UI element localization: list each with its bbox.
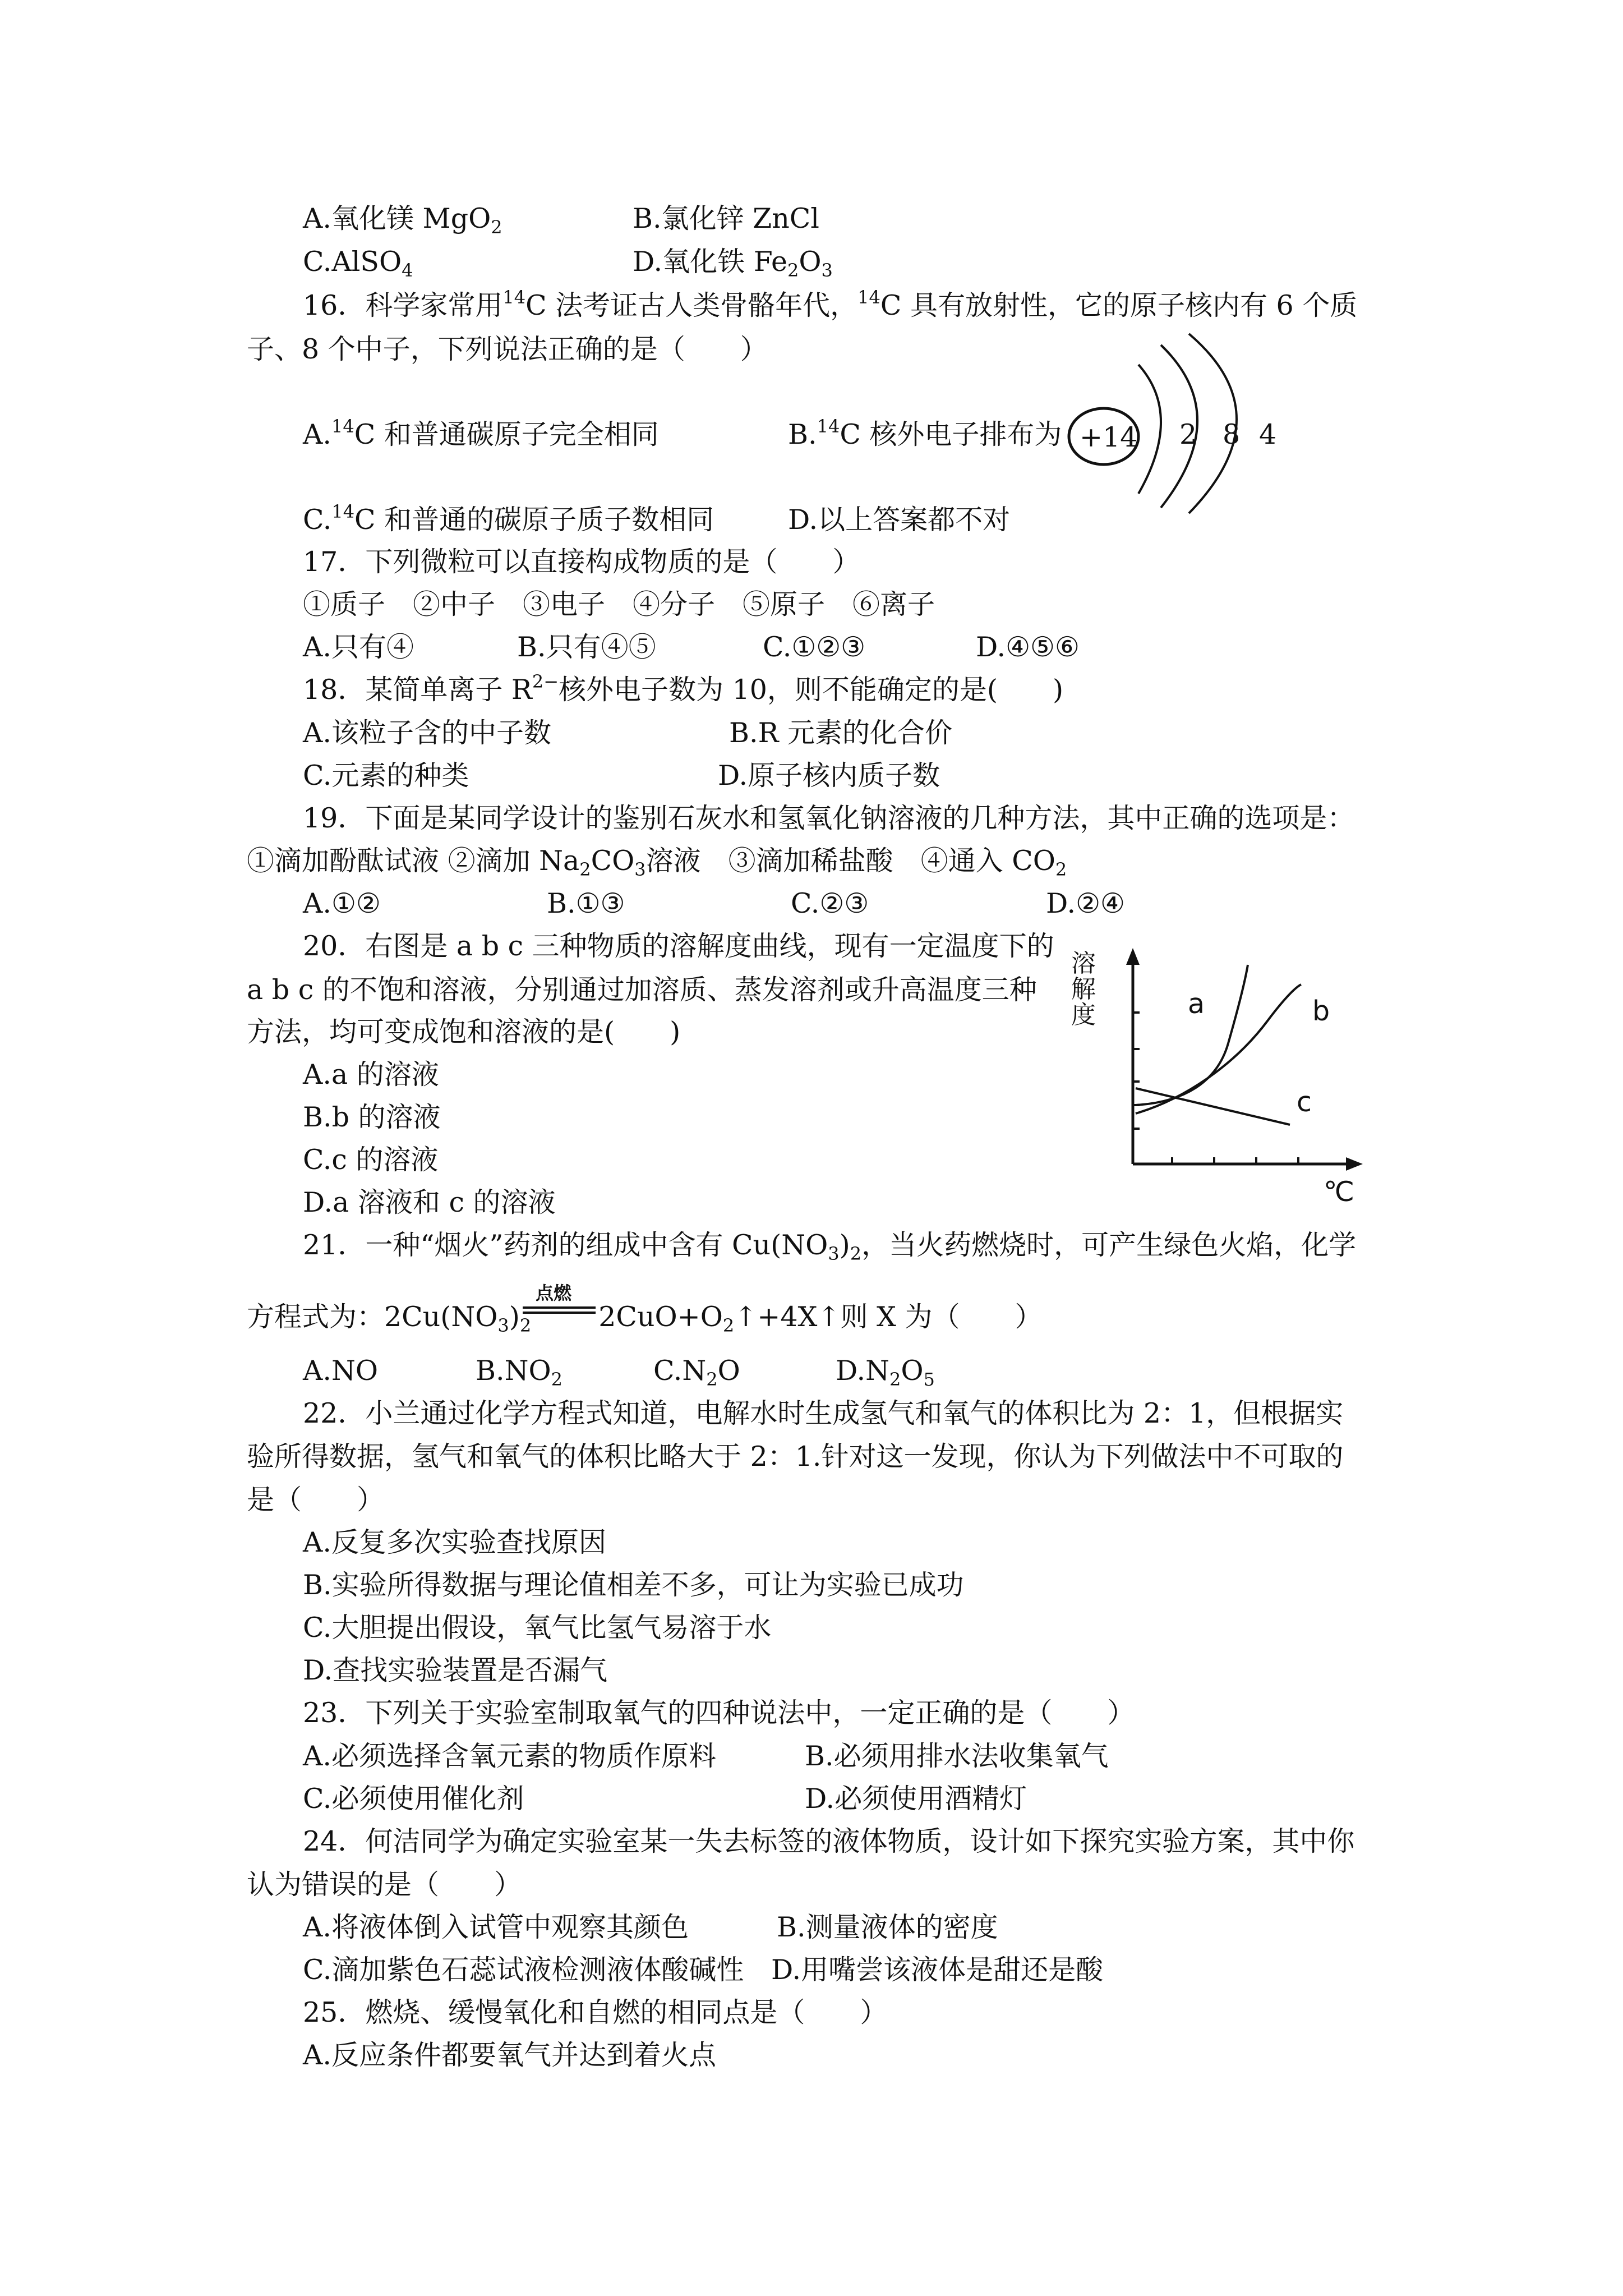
- q16-stem-line1: 16．科学家常用$^{14}$C 法考证古人类骨骼年代，$^{14}$C 具有放射性，它的原子核内有 6 个质: [303, 287, 1358, 321]
- q22-stem-line2: 验所得数据，氢气和氧气的体积比略大于 2：1.针对这一发现，你认为下列做法中不可取的: [247, 1441, 1344, 1473]
- q16-option-d: D.以上答案都不对: [788, 504, 1011, 536]
- reaction-equals-sign: [523, 1305, 596, 1318]
- q20-stem-line1: 20．右图是 a b c 三种物质的溶解度曲线，现有一定温度下的: [303, 930, 1054, 962]
- shell-1-electrons: 2: [1179, 418, 1197, 450]
- q19-option-a: A.①②: [303, 887, 381, 919]
- y-axis-label: 溶解度: [1071, 949, 1096, 1029]
- shell-2-electrons: 8: [1223, 418, 1241, 450]
- q19-option-c: C.②③: [791, 887, 869, 919]
- q21-option-d: $D.N_2O_5$: [836, 1355, 935, 1390]
- q16-option-b: B.$^{14}$C 核外电子排布为: [788, 416, 1062, 450]
- q19-stem: 19．下面是某同学设计的鉴别石灰水和氢氧化钠溶液的几种方法，其中正确的选项是：: [303, 802, 1355, 834]
- series-label-a: a: [1188, 988, 1205, 1020]
- q19-option-d: D.②④: [1046, 887, 1125, 919]
- q16-option-c: C.$^{14}$C 和普通的碳原子质子数相同: [303, 501, 714, 536]
- q20-option-a: A.a 的溶液: [303, 1059, 439, 1091]
- q18-stem: 18．某简单离子 $R^{2-}$核外电子数为 10，则不能确定的是( ): [303, 671, 1064, 706]
- q23-option-a: A.必须选择含氧元素的物质作原料: [303, 1740, 716, 1772]
- q20-option-d: D.a 溶液和 c 的溶液: [303, 1186, 556, 1218]
- q20-stem-line2: a b c 的不饱和溶液，分别通过加溶质、蒸发溶剂或升高温度三种: [247, 974, 1037, 1006]
- solubility-curve-chart: [1054, 942, 1368, 1234]
- q21-option-a: A.NO: [303, 1355, 379, 1387]
- q22-stem-line3: 是（ ）: [247, 1484, 385, 1516]
- nucleus-charge: +14: [1080, 421, 1138, 453]
- series-label-c: c: [1297, 1086, 1312, 1118]
- q21-option-c: $C.N_2O$: [653, 1355, 740, 1390]
- q22-option-a: A.反复多次实验查找原因: [303, 1526, 606, 1558]
- q17-items: ①质子 ②中子 ③电子 ④分子 ⑤原子 ⑥离子: [303, 588, 935, 620]
- q24-option-a: A.将液体倒入试管中观察其颜色: [303, 1911, 689, 1943]
- q18-option-c: C.元素的种类: [303, 760, 469, 792]
- reaction-condition: 点燃: [536, 1282, 572, 1304]
- q15-option-a: A.氧化镁 MgO$_2$: [303, 203, 502, 238]
- q23-stem: 23．下列关于实验室制取氧气的四种说法中，一定正确的是（ ）: [303, 1697, 1135, 1729]
- series-label-b: b: [1312, 995, 1330, 1027]
- q18-option-a: A.该粒子含的中子数: [303, 717, 551, 749]
- q22-option-d: D.查找实验装置是否漏气: [303, 1654, 608, 1686]
- q24-stem-line1: 24．何洁同学为确定实验室某一失去标签的液体物质，设计如下探究实验方案，其中你: [303, 1825, 1355, 1857]
- q17-option-a: A.只有④: [303, 631, 414, 663]
- q18-option-d: D.原子核内质子数: [718, 760, 940, 792]
- q16-option-a: A.$^{14}$C 和普通碳原子完全相同: [303, 416, 659, 450]
- x-axis-label: ℃: [1324, 1176, 1355, 1208]
- q17-option-d: D.④⑤⑥: [976, 631, 1080, 663]
- q22-stem-line1: 22．小兰通过化学方程式知道，电解水时生成氢气和氧气的体积比为 2：1，但根据实: [303, 1397, 1344, 1429]
- q24-option-b: B.测量液体的密度: [777, 1911, 998, 1943]
- q23-option-b: B.必须用排水法收集氧气: [805, 1740, 1109, 1772]
- q21-option-b: $B.NO_2$: [476, 1355, 562, 1390]
- q23-option-c: C.必须使用催化剂: [303, 1783, 524, 1815]
- q24-stem-line2: 认为错误的是（ ）: [247, 1869, 522, 1901]
- q22-option-b: B.实验所得数据与理论值相差不多，可让为实验已成功: [303, 1569, 964, 1601]
- q19-option-b: B.①③: [547, 887, 625, 919]
- q20-stem-line3: 方法，均可变成饱和溶液的是( ): [247, 1016, 681, 1048]
- q25-option-a: A.反应条件都要氧气并达到着火点: [303, 2039, 716, 2071]
- q19-methods: ①滴加酚酞试液 ②滴加 $Na_2CO_3$溶液 ③滴加稀盐酸 ④通入 $CO_2$: [247, 845, 1067, 880]
- q25-stem: 25．燃烧、缓慢氧化和自燃的相同点是（ ）: [303, 1996, 888, 2028]
- q17-stem: 17．下列微粒可以直接构成物质的是（ ）: [303, 546, 860, 578]
- q17-option-b: B.只有④⑤: [517, 631, 656, 663]
- q22-option-c: C.大胆提出假设，氧气比氢气易溶于水: [303, 1612, 772, 1644]
- q20-option-c: C.c 的溶液: [303, 1144, 439, 1176]
- q15-option-c: C.AlSO$_4$: [303, 246, 413, 281]
- shell-3-electrons: 4: [1259, 418, 1277, 450]
- q18-option-b: B.R 元素的化合价: [729, 717, 953, 749]
- q24-option-c: C.滴加紫色石蕊试液检测液体酸碱性: [303, 1954, 744, 1986]
- q15-option-d: D.氧化铁 $Fe_2O_3$: [633, 246, 833, 281]
- q21-stem-line1: 21．一种“烟火”药剂的组成中含有 $Cu(NO_3)_2$，当火药燃烧时，可产生绿色火焰，化学: [303, 1229, 1357, 1264]
- q16-stem-line2: 子、8 个中子，下列说法正确的是（ ）: [247, 333, 768, 365]
- q20-option-b: B.b 的溶液: [303, 1101, 441, 1133]
- q23-option-d: D.必须使用酒精灯: [805, 1783, 1027, 1815]
- q17-option-c: C.①②③: [763, 631, 866, 663]
- q24-option-d: D.用嘴尝该液体是甜还是酸: [771, 1954, 1104, 1986]
- q15-option-b: B.氯化锌 ZnCl: [633, 203, 819, 234]
- q21-equation: 方程式为：$2Cu(NO_3)_2$ $2CuO+O_2↑+4X↑$则 X 为（ ）: [247, 1301, 1043, 1336]
